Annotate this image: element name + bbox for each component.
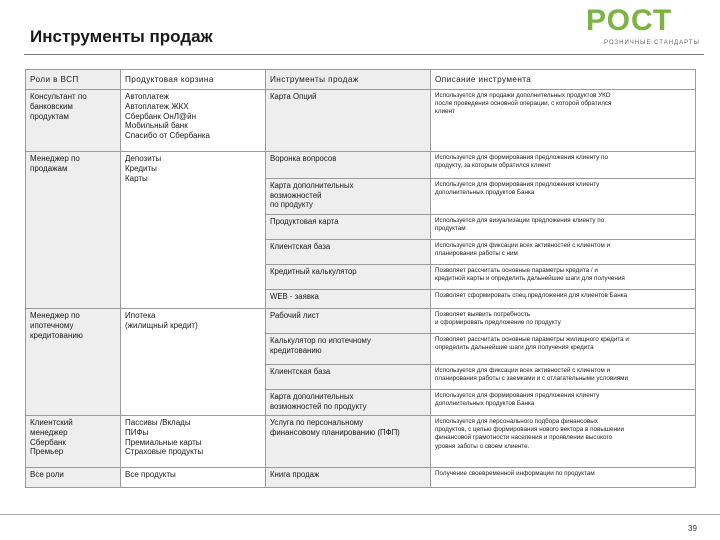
description-cell — [431, 468, 696, 488]
role-line: менеджер — [30, 427, 68, 437]
tool-cell — [266, 240, 431, 265]
table-row — [26, 416, 696, 468]
desc-line: после проведения основной операции, с которой обратился — [435, 100, 612, 108]
description-cell — [431, 309, 696, 334]
prod-line: Все продукты — [125, 470, 176, 479]
tool-line: финансовому планированию (ПФП) — [270, 427, 400, 437]
tool-line: Продуктовая карта — [270, 217, 339, 226]
desc-line: Используется для формирования предложения клиенту — [435, 181, 600, 188]
prod-line: ПИФы — [125, 427, 149, 437]
role-line: ипотечному — [30, 320, 74, 330]
products-cell — [121, 309, 266, 416]
role-line: Консультант по — [30, 92, 87, 101]
desc-line: определить дальнейшие шаги для получения кредита — [435, 344, 594, 352]
brand-logo — [586, 4, 708, 50]
prod-line: Автоплатеж ЖКХ — [125, 101, 189, 111]
logo-text: РОСТ — [586, 4, 673, 37]
tool-cell — [266, 468, 431, 488]
table-row — [26, 152, 696, 179]
role-cell — [26, 309, 121, 416]
sales-tools-table — [25, 69, 696, 488]
role-cell — [26, 90, 121, 152]
desc-line: дополнительных продуктов Банка — [435, 189, 535, 197]
tool-cell — [266, 334, 431, 365]
description-cell — [431, 390, 696, 416]
desc-line: Позволяет рассчитать основные параметры жилищного кредита и — [435, 336, 629, 343]
role-line: Все роли — [30, 470, 64, 479]
prod-line: Депозиты — [125, 154, 162, 163]
header-description: Описание инструмента — [431, 70, 696, 90]
role-line: Сбербанк — [30, 437, 66, 447]
table-header-row — [26, 70, 696, 90]
desc-line: уровня заботы о своем клиенте. — [435, 442, 530, 450]
table-body — [26, 90, 696, 488]
tool-cell — [266, 365, 431, 390]
desc-line: Позволяет сформировать спец.предложения для клиентов Банка — [435, 292, 628, 299]
desc-line: Используется для визуализации предложения клиенту по — [435, 217, 605, 224]
products-cell — [121, 416, 266, 468]
desc-line: Используется для продажи дополнительных продуктов УКО — [435, 92, 611, 99]
table-row — [26, 309, 696, 334]
desc-line: Используется для формирования предложения клиенту по — [435, 154, 608, 161]
products-cell — [121, 468, 266, 488]
prod-line: Сбербанк ОнЛ@йн — [125, 111, 197, 121]
desc-line: Используется для формирования предложения клиенту — [435, 392, 600, 399]
desc-line: и сформировать предложение по продукту — [435, 319, 561, 327]
prod-line: Пассивы /Вклады — [125, 418, 191, 427]
prod-line: Премиальные карты — [125, 437, 202, 447]
description-cell — [431, 334, 696, 365]
header-products: Продуктовая корзина — [121, 70, 266, 90]
tool-cell — [266, 390, 431, 416]
desc-line: клиент — [435, 108, 455, 116]
tool-line: Клиентская база — [270, 242, 331, 251]
tool-line: Воронка вопросов — [270, 154, 337, 163]
header-tools: Инструменты продаж — [266, 70, 431, 90]
tool-line: Кредитный калькулятор — [270, 267, 357, 276]
prod-line: Спасибо от Сбербанка — [125, 131, 210, 140]
desc-line: дополнительных продуктов Банка — [435, 400, 535, 408]
role-line: кредитованию — [30, 330, 83, 340]
tool-line: Услуга по персональному — [270, 418, 364, 427]
desc-line: продуктам — [435, 225, 466, 233]
description-cell — [431, 215, 696, 240]
desc-line: Используется для фиксации всех активностей с клиентом и — [435, 367, 611, 374]
desc-line: Используется для персонального подбора финансовых — [435, 418, 598, 425]
tool-line: Карта дополнительных — [270, 181, 354, 190]
desc-line: планирования работы с ним — [435, 250, 518, 258]
tool-line: Карта Опций — [270, 92, 317, 101]
tool-line: Карта дополнительных — [270, 392, 354, 401]
desc-line: планирования работы с заемками и с отлагательными условиями — [435, 375, 628, 383]
tool-cell — [266, 215, 431, 240]
desc-line: продукту, за которым обратился клиент — [435, 162, 551, 170]
role-line: Премьер — [30, 447, 64, 457]
description-cell — [431, 265, 696, 290]
description-cell — [431, 152, 696, 179]
desc-line: продуктов, с целью формирования нового вектора в повышении — [435, 426, 624, 434]
description-cell — [431, 416, 696, 468]
role-cell — [26, 152, 121, 309]
description-cell — [431, 240, 696, 265]
role-cell — [26, 468, 121, 488]
tool-line: Рабочий лист — [270, 311, 320, 320]
description-cell — [431, 90, 696, 152]
title-divider — [24, 54, 704, 55]
role-line: продажам — [30, 163, 68, 173]
desc-line: финансовой грамотности населения и проявлении высокого — [435, 434, 613, 442]
footer-divider — [0, 514, 720, 515]
description-cell — [431, 179, 696, 215]
logo-subtitle: РОЗНИЧНЫЕ СТАНДАРТЫ — [604, 40, 700, 46]
prod-line: Кредиты — [125, 163, 157, 173]
tool-cell — [266, 152, 431, 179]
role-line: Клиентский — [30, 418, 73, 427]
header-roles: Роли в ВСП — [26, 70, 121, 90]
tool-cell — [266, 265, 431, 290]
tool-line: возможностей — [270, 190, 322, 200]
role-line: продуктам — [30, 111, 69, 121]
products-cell — [121, 90, 266, 152]
tool-cell — [266, 179, 431, 215]
desc-line: Получение своевременной информации по продуктам — [435, 470, 595, 477]
tool-line: возможностей по продукту — [270, 401, 367, 411]
role-line: Менеджер по — [30, 311, 80, 320]
tool-cell — [266, 416, 431, 468]
prod-line: Ипотека — [125, 311, 156, 320]
tool-line: Книга продаж — [270, 470, 320, 479]
desc-line: Позволяет рассчитать основные параметры кредита / и — [435, 267, 598, 274]
role-line: Менеджер по — [30, 154, 80, 163]
description-cell — [431, 290, 696, 309]
products-cell — [121, 152, 266, 309]
tool-line: Клиентская база — [270, 367, 331, 376]
tool-cell — [266, 309, 431, 334]
tool-cell — [266, 90, 431, 152]
page-number: 39 — [688, 524, 697, 533]
prod-line: Автоплатеж — [125, 92, 169, 101]
desc-line: Используется для фиксации всех активностей с клиентом и — [435, 242, 611, 249]
desc-line: Позволяет выявить потребность — [435, 311, 531, 318]
tool-line: WEB - заявка — [270, 292, 319, 301]
role-cell — [26, 416, 121, 468]
desc-line: кредитной карты и определить дальнейшие шаги для получения — [435, 275, 625, 283]
tool-line: Калькулятор по ипотечному — [270, 336, 371, 345]
description-cell — [431, 365, 696, 390]
prod-line: Карты — [125, 173, 148, 183]
prod-line: (жилищный кредит) — [125, 320, 198, 330]
role-line: банковским — [30, 101, 73, 111]
prod-line: Мобильный банк — [125, 121, 188, 131]
page-title: Инструменты продаж — [30, 27, 213, 46]
tool-line: по продукту — [270, 200, 313, 209]
tool-line: кредитованию — [270, 345, 322, 355]
table-row — [26, 468, 696, 488]
tool-cell — [266, 290, 431, 309]
table-row — [26, 90, 696, 152]
prod-line: Страховые продукты — [125, 447, 204, 457]
